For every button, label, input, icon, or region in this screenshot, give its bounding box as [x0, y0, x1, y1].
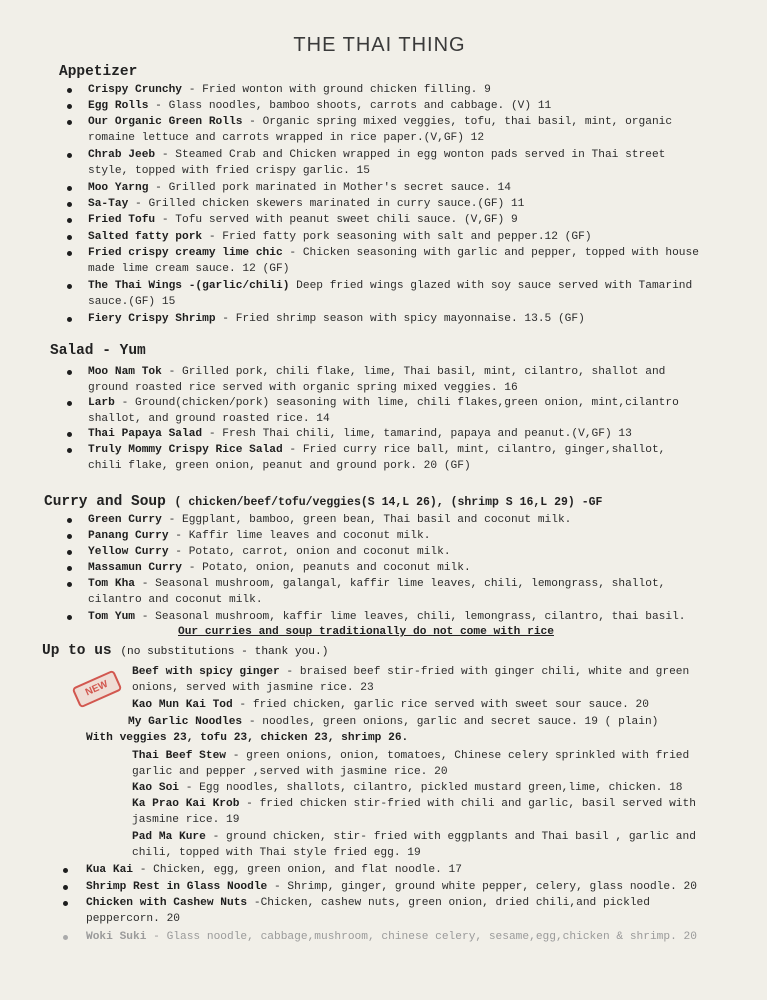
item-desc: - Chicken, egg, green onion, and flat noodle. 17	[133, 864, 462, 876]
item-name: Sa-Tay	[88, 198, 129, 210]
menu-item	[88, 230, 592, 246]
item-name: Fried crispy creamy lime chic	[88, 247, 283, 259]
item-desc: - Fried shrimp season with spicy mayonnaise. 13.5 (GF)	[215, 313, 585, 325]
menu-item	[88, 115, 672, 146]
menu-item	[88, 577, 665, 608]
menu-item	[88, 246, 699, 277]
menu-item	[86, 880, 697, 896]
menu-item	[88, 561, 471, 577]
item-desc: - Organic spring mixed veggies, tofu, thai basil, mint, organic	[242, 116, 673, 128]
item-desc: - Fried wonton with ground chicken filling. 9	[182, 84, 491, 96]
menu-item	[86, 896, 650, 927]
item-desc-cont: ground roasted rice served with organic spring mixed veggies. 16	[88, 381, 518, 394]
item-desc: - Grilled pork, chili flake, lime, Thai basil, mint, cilantro, shallot and	[161, 366, 666, 378]
curry-heading-options: ( chicken/beef/tofu/veggies(S 14,L 26), (shrimp S 16,L 29) -GF	[174, 496, 603, 509]
item-desc: - noodles, green onions, garlic and secret sauce. 19 ( plain)	[242, 716, 659, 728]
item-name: Panang Curry	[88, 530, 169, 542]
item-desc: - fried chicken, garlic rice served with sweet sour sauce. 20	[232, 699, 649, 711]
item-desc: - Glass noodles, bamboo shoots, carrots and cabbage. (V) 11	[148, 100, 552, 112]
new-stamp: NEW	[72, 670, 123, 709]
bullet	[67, 235, 72, 240]
item-name: Tom Yum	[88, 611, 135, 623]
item-desc: - green onions, onion, tomatoes, Chinese celery sprinkled with fried	[226, 750, 690, 762]
item-name: My Garlic Noodles	[128, 716, 243, 728]
menu-item	[88, 396, 679, 427]
item-desc: - Grilled pork marinated in Mother's secret sauce. 14	[148, 182, 511, 194]
bullet	[67, 284, 72, 289]
bullet	[67, 317, 72, 322]
menu-item	[88, 213, 518, 229]
item-desc: Deep fried wings glazed with soy sauce served with Tamarind	[289, 280, 693, 292]
item-name: Pad Ma Kure	[132, 831, 206, 843]
item-name: Tom Kha	[88, 578, 135, 590]
upto-heading-label: Up to us	[42, 643, 112, 659]
bullet	[67, 615, 72, 620]
menu-item	[128, 715, 658, 731]
menu-item	[88, 312, 585, 328]
menu-item	[88, 197, 524, 213]
menu-item	[88, 279, 692, 310]
menu-item	[132, 698, 649, 714]
item-name: Fried Tofu	[88, 214, 156, 226]
menu-item	[88, 427, 632, 443]
item-desc: - Fried curry rice ball, mint, cilantro, ginger,shallot,	[282, 444, 666, 456]
item-desc-cont: shallot, and ground roasted rice. 14	[88, 412, 330, 425]
item-desc: - Egg noodles, shallots, cilantro, pickled mustard green,lime, chicken. 18	[179, 782, 683, 794]
item-desc-cont: peppercorn. 20	[86, 912, 180, 925]
bullet	[67, 534, 72, 539]
bullet	[67, 582, 72, 587]
upto-heading-note: (no substitutions - thank you.)	[120, 646, 329, 658]
curry-rice-note: Our curries and soup traditionally do not come with rice	[178, 626, 554, 638]
item-desc: - Kaffir lime leaves and coconut milk.	[168, 530, 431, 542]
bullet	[63, 935, 68, 940]
item-desc: - Glass noodle, cabbage,mushroom, chinese celery, sesame,egg,chicken & shrimp. 20	[146, 931, 697, 943]
item-name: Kao Soi	[132, 782, 179, 794]
item-desc: - Eggplant, bamboo, green bean, Thai basil and coconut milk.	[161, 514, 572, 526]
item-name: Woki Suki	[86, 931, 147, 943]
item-name: Moo Nam Tok	[88, 366, 162, 378]
item-name: Our Organic Green Rolls	[88, 116, 243, 128]
item-name: Thai Beef Stew	[132, 750, 226, 762]
bullet	[67, 432, 72, 437]
bullet	[67, 218, 72, 223]
item-name: Yellow Curry	[88, 546, 169, 558]
item-desc: - Potato, carrot, onion and coconut milk.	[168, 546, 451, 558]
menu-title: THE THAI THING	[293, 34, 466, 56]
item-desc: - Potato, onion, peanuts and coconut milk.	[182, 562, 471, 574]
item-desc-cont: chili, topped with Thai style fried egg. 19	[132, 846, 421, 859]
item-name: Fiery Crispy Shrimp	[88, 313, 216, 325]
item-desc: - Steamed Crab and Chicken wrapped in egg wonton pads served in Thai street	[155, 149, 666, 161]
menu-item	[88, 83, 491, 99]
bullet	[67, 104, 72, 109]
item-name: Kua Kai	[86, 864, 133, 876]
menu-item	[132, 797, 696, 828]
menu-item	[132, 781, 683, 797]
item-name: Crispy Crunchy	[88, 84, 182, 96]
item-desc: - Tofu served with peanut sweet chili sauce. (V,GF) 9	[155, 214, 518, 226]
menu-item	[88, 181, 511, 197]
item-desc-cont: made lime cream sauce. 12 (GF)	[88, 262, 290, 275]
bullet	[63, 901, 68, 906]
menu-item	[132, 665, 689, 696]
menu-item	[86, 930, 697, 946]
menu-item	[88, 529, 430, 545]
menu-item	[88, 148, 665, 179]
item-name: Larb	[88, 397, 115, 409]
menu-item	[88, 99, 551, 115]
bullet	[67, 566, 72, 571]
item-name: With veggies 23, tofu 23, chicken 23, shrimp 26.	[86, 732, 409, 744]
menu-item	[88, 513, 571, 529]
section-heading-upto	[42, 643, 328, 659]
item-name: Truly Mommy Crispy Rice Salad	[88, 444, 283, 456]
bullet	[67, 88, 72, 93]
item-desc: - Fried fatty pork seasoning with salt and pepper.12 (GF)	[202, 231, 592, 243]
bullet	[63, 885, 68, 890]
item-name: Chicken with Cashew Nuts	[86, 897, 248, 909]
item-name: Chrab Jeeb	[88, 149, 156, 161]
menu-item	[88, 365, 665, 396]
item-name: Kao Mun Kai Tod	[132, 699, 233, 711]
menu-item	[132, 749, 689, 780]
item-desc-cont: garlic and pepper ,served with jasmine rice. 20	[132, 765, 448, 778]
item-name: Moo Yarng	[88, 182, 149, 194]
bullet	[67, 186, 72, 191]
item-name: Salted fatty pork	[88, 231, 203, 243]
menu-item	[88, 545, 451, 561]
item-desc: - Grilled chicken skewers marinated in curry sauce.(GF) 11	[128, 198, 525, 210]
item-desc: - Seasonal mushroom, kaffir lime leaves, chili, lemongrass, cilantro, thai basil.	[135, 611, 686, 623]
menu-item	[132, 830, 696, 861]
bullet	[67, 251, 72, 256]
item-desc: - ground chicken, stir- fried with eggplants and Thai basil , garlic and	[205, 831, 696, 843]
item-desc: - Fresh Thai chili, lime, tamarind, papaya and peanut.(V,GF) 13	[202, 428, 632, 440]
bullet	[67, 401, 72, 406]
item-name: Shrimp Rest in Glass Noodle	[86, 881, 268, 893]
item-name: Green Curry	[88, 514, 162, 526]
section-heading-curry	[44, 494, 602, 510]
item-desc-cont: cilantro and coconut milk.	[88, 593, 263, 606]
item-desc-cont: onions, served with jasmine rice. 23	[132, 681, 374, 694]
item-desc-cont: romaine lettuce and carrots wrapped in rice paper.(V,GF) 12	[88, 131, 485, 144]
item-name: Thai Papaya Salad	[88, 428, 203, 440]
bullet	[67, 448, 72, 453]
item-desc-cont: sauce.(GF) 15	[88, 295, 176, 308]
section-heading-appetizer: Appetizer	[59, 64, 138, 80]
item-desc-cont: style, topped with fried crispy garlic. 15	[88, 164, 370, 177]
menu-item	[88, 610, 686, 626]
item-name: Egg Rolls	[88, 100, 149, 112]
item-desc: - Shrimp, ginger, ground white pepper, celery, glass noodle. 20	[267, 881, 697, 893]
item-desc-cont: chili flake, green onion, peanut and ground pork. 20 (GF)	[88, 459, 471, 472]
item-desc: - Seasonal mushroom, galangal, kaffir lime leaves, chili, lemongrass, shallot,	[135, 578, 666, 590]
item-desc: - Chicken seasoning with garlic and pepper, topped with house	[282, 247, 699, 259]
bullet	[67, 202, 72, 207]
curry-heading-label: Curry and Soup	[44, 494, 166, 510]
menu-item	[86, 863, 462, 879]
item-name: The Thai Wings -(garlic/chili)	[88, 280, 290, 292]
item-desc: - Ground(chicken/pork) seasoning with lime, chili flakes,green onion, mint,cilantro	[114, 397, 679, 409]
item-name: Ka Prao Kai Krob	[132, 798, 240, 810]
item-desc: -Chicken, cashew nuts, green onion, dried chili,and pickled	[247, 897, 650, 909]
item-desc: - fried chicken stir-fried with chili and garlic, basil served with	[239, 798, 696, 810]
bullet	[67, 153, 72, 158]
item-desc: - braised beef stir-fried with ginger chili, white and green	[279, 666, 690, 678]
bullet	[67, 370, 72, 375]
menu-item	[88, 443, 665, 474]
bullet	[67, 120, 72, 125]
menu-item	[86, 731, 408, 747]
item-name: Massamun Curry	[88, 562, 182, 574]
bullet	[67, 518, 72, 523]
item-name: Beef with spicy ginger	[132, 666, 280, 678]
bullet	[63, 868, 68, 873]
item-desc-cont: jasmine rice. 19	[132, 813, 240, 826]
bullet	[67, 550, 72, 555]
section-heading-salad: Salad - Yum	[50, 343, 146, 359]
